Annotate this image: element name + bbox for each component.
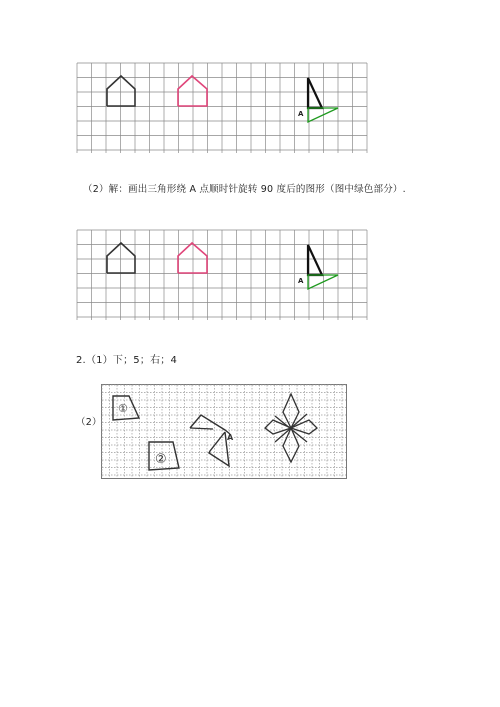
answer-2-2-label: （2） (76, 417, 102, 428)
rotated-triangle-green (308, 108, 338, 122)
grid-figure-2 (76, 229, 368, 321)
original-triangle (308, 78, 322, 108)
point-a-label: A (298, 110, 304, 118)
house-shape-pink (178, 243, 207, 273)
dotted-grid-figure (101, 384, 347, 479)
rotated-shape-upper (190, 415, 230, 434)
rotated-shape-upper-inner (190, 428, 213, 429)
rotated-shape-lower (209, 432, 229, 466)
solution-2-text: （2）解：画出三角形绕 A 点顺时针旋转 90 度后的图形（图中绿色部分）. (83, 184, 406, 195)
shape-point-a-label: A (227, 433, 234, 442)
original-triangle (308, 245, 322, 275)
point-a-label: A (298, 277, 304, 285)
shape-2-mark: ② (155, 452, 167, 467)
house-shape-black (107, 76, 135, 106)
house-shape-pink (178, 76, 207, 106)
answer-2-1-text: 2.（1）下；5；右；4 (76, 355, 178, 366)
rotated-triangle-green (308, 275, 338, 289)
dotted-grid-lines (102, 385, 346, 478)
rhombus-flower (265, 394, 317, 462)
house-shape-black (107, 243, 135, 273)
grid-figure-1 (76, 62, 368, 154)
shape-1-mark: ① (118, 402, 128, 415)
